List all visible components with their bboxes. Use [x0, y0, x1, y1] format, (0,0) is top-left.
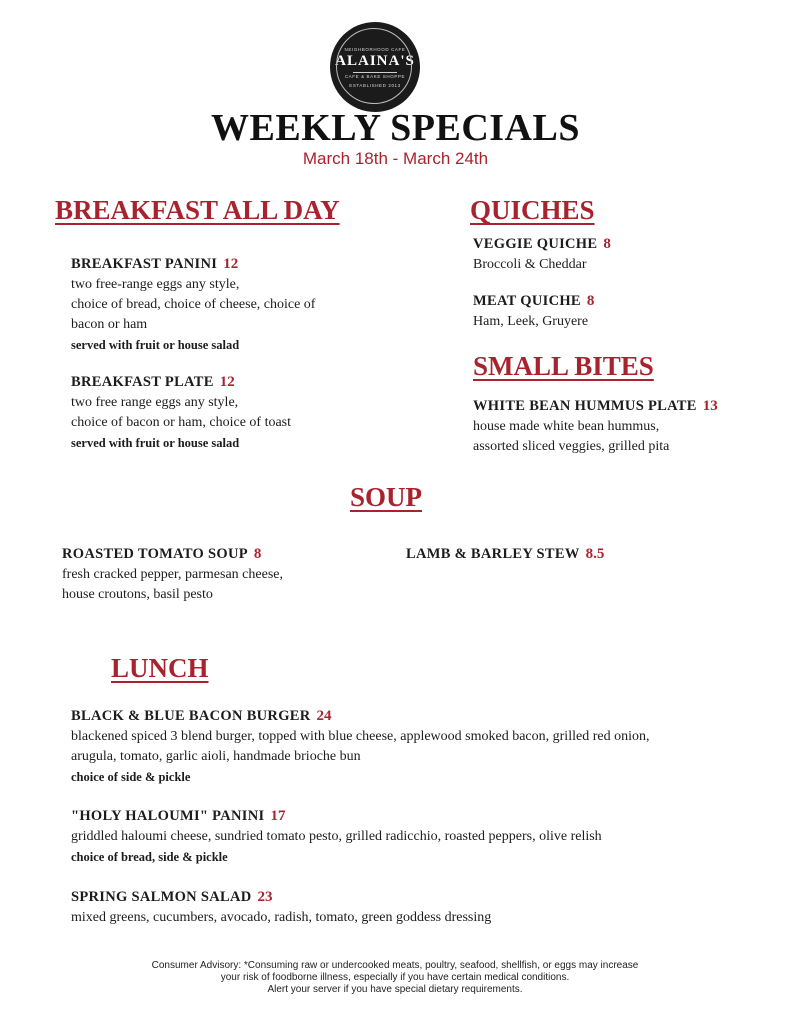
menu-item	[473, 234, 611, 275]
item-price: 8	[603, 236, 611, 252]
item-price: 24	[316, 708, 332, 724]
item-name: BREAKFAST PANINI	[71, 256, 218, 272]
item-name: SPRING SALMON SALAD	[71, 889, 252, 905]
quiches-heading: QUICHES	[470, 195, 595, 225]
item-name: WHITE BEAN HUMMUS PLATE	[473, 398, 697, 414]
item-desc: bacon or ham	[71, 317, 148, 332]
item-note: served with fruit or house salad	[71, 436, 240, 450]
menu-item	[71, 806, 751, 867]
item-name: "HOLY HALOUMI" PANINI	[71, 808, 265, 824]
item-desc: two free range eggs any style,	[71, 395, 239, 410]
item-name: BLACK & BLUE BACON BURGER	[71, 708, 311, 724]
menu-item	[473, 291, 594, 332]
logo-sub-text: CAFE & BAKE SHOPPE	[344, 73, 406, 79]
logo-bottom-text: ESTABLISHED 2013	[349, 82, 401, 88]
menu-item	[71, 254, 315, 355]
advisory-line: your risk of foodborne illness, especially if you have certain medical conditions.	[220, 972, 570, 983]
item-desc: griddled haloumi cheese, sundried tomato pesto, grilled radicchio, roasted peppers, olive relish	[71, 829, 602, 844]
item-price: 8.5	[585, 546, 605, 562]
item-desc: fresh cracked pepper, parmesan cheese,	[62, 567, 283, 582]
item-name: BREAKFAST PLATE	[71, 374, 214, 390]
item-name: MEAT QUICHE	[473, 293, 581, 309]
logo-brand: ALAINA'S	[335, 52, 415, 69]
item-name: VEGGIE QUICHE	[473, 236, 598, 252]
item-price: 23	[257, 889, 273, 905]
item-price: 8	[586, 293, 595, 309]
cafe-logo	[330, 22, 420, 112]
item-price: 8	[253, 546, 262, 562]
menu-item	[71, 706, 751, 787]
item-name: LAMB & BARLEY STEW	[406, 546, 580, 562]
item-desc: arugula, tomato, garlic aioli, handmade brioche bun	[71, 749, 361, 764]
item-desc: house made white bean hummus,	[473, 419, 660, 434]
item-desc: blackened spiced 3 blend burger, topped with blue cheese, applewood smoked bacon, grilled red onion,	[71, 729, 650, 744]
menu-item	[71, 372, 291, 453]
advisory-line: Consumer Advisory: *Consuming raw or undercooked meats, poultry, seafood, shellfish, or eggs may increase	[151, 960, 639, 971]
item-price: 12	[219, 374, 235, 390]
item-note: choice of bread, side & pickle	[71, 850, 228, 864]
menu-item	[62, 544, 283, 605]
item-desc: choice of bread, choice of cheese, choice of	[71, 297, 316, 312]
item-desc: two free-range eggs any style,	[71, 277, 240, 292]
date-range: March 18th - March 24th	[302, 149, 489, 168]
item-price: 13	[702, 398, 718, 414]
soup-heading: SOUP	[350, 482, 423, 512]
item-desc: Broccoli & Cheddar	[473, 257, 587, 272]
item-desc: house croutons, basil pesto	[62, 587, 213, 602]
menu-item	[71, 887, 751, 928]
item-desc: choice of bacon or ham, choice of toast	[71, 415, 292, 430]
breakfast-heading: BREAKFAST ALL DAY	[55, 195, 340, 225]
item-desc: assorted sliced veggies, grilled pita	[473, 439, 670, 454]
item-price: 17	[270, 808, 286, 824]
item-note: served with fruit or house salad	[71, 338, 240, 352]
item-note: choice of side & pickle	[71, 770, 191, 784]
page-title: WEEKLY SPECIALS	[211, 107, 580, 149]
small-bites-heading: SMALL BITES	[473, 351, 654, 381]
item-desc: mixed greens, cucumbers, avocado, radish, tomato, green goddess dressing	[71, 910, 492, 925]
menu-item	[473, 396, 718, 457]
logo-top-text: NEIGHBORHOOD CAFE	[344, 46, 406, 52]
item-name: ROASTED TOMATO SOUP	[62, 546, 248, 562]
consumer-advisory	[80, 960, 710, 996]
menu-item	[406, 544, 604, 565]
advisory-line: Alert your server if you have special dietary requirements.	[267, 984, 523, 995]
item-desc: Ham, Leek, Gruyere	[473, 314, 589, 329]
lunch-heading: LUNCH	[111, 653, 209, 683]
item-price: 12	[223, 256, 239, 272]
logo-ring	[336, 28, 412, 104]
